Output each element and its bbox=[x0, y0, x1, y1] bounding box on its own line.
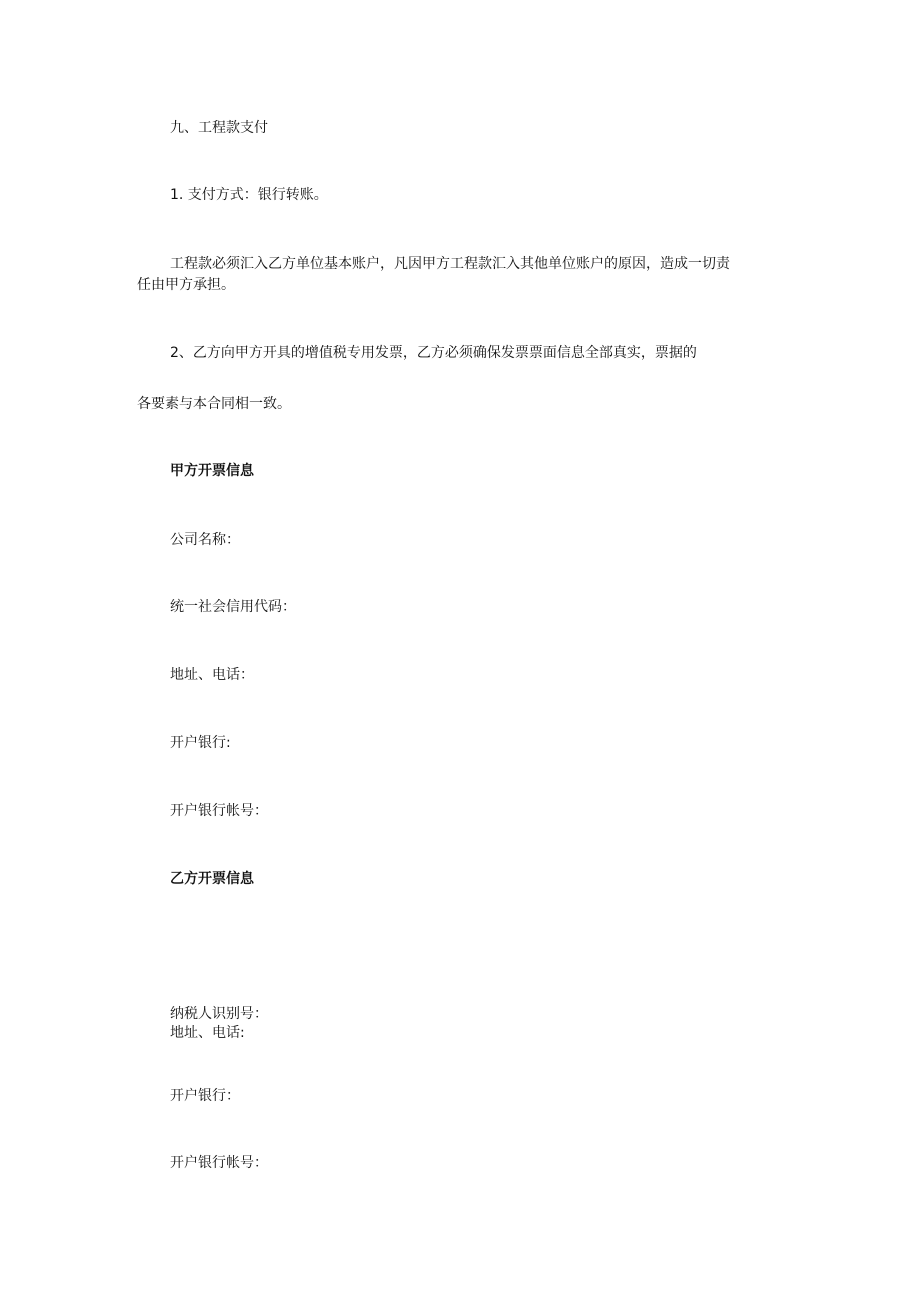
party-b-address-phone-label: 地址、电话: bbox=[170, 1025, 245, 1041]
party-a-credit-code-label: 统一社会信用代码： bbox=[170, 599, 296, 615]
party-b-bank-label: 开户银行： bbox=[170, 1088, 240, 1104]
invoice-clause-line2: 各要素与本合同相一致。 bbox=[137, 396, 291, 412]
party-a-address-phone-label: 地址、电话： bbox=[170, 667, 254, 683]
payment-requirement-line2: 任由甲方承担。 bbox=[137, 277, 235, 293]
party-a-bank-label: 开户银行: bbox=[170, 735, 231, 751]
party-b-taxpayer-id-label: 纳税人识别号： bbox=[170, 1006, 268, 1022]
party-a-company-name-label: 公司名称： bbox=[170, 532, 240, 548]
party-b-bank-account-label: 开户银行帐号： bbox=[170, 1155, 268, 1171]
invoice-clause-line1: 2、乙方向甲方开具的增值税专用发票，乙方必须确保发票票面信息全部真实，票据的 bbox=[170, 345, 697, 361]
payment-requirement-line1: 工程款必须汇入乙方单位基本账户，凡因甲方工程款汇入其他单位账户的原因，造成一切责 bbox=[170, 256, 730, 272]
section-title: 九、工程款支付 bbox=[170, 120, 268, 136]
payment-method: 1. 支付方式：银行转账。 bbox=[170, 187, 328, 203]
party-a-bank-account-label: 开户银行帐号： bbox=[170, 803, 268, 819]
party-b-heading: 乙方开票信息 bbox=[170, 871, 254, 887]
party-a-heading: 甲方开票信息 bbox=[170, 463, 254, 479]
